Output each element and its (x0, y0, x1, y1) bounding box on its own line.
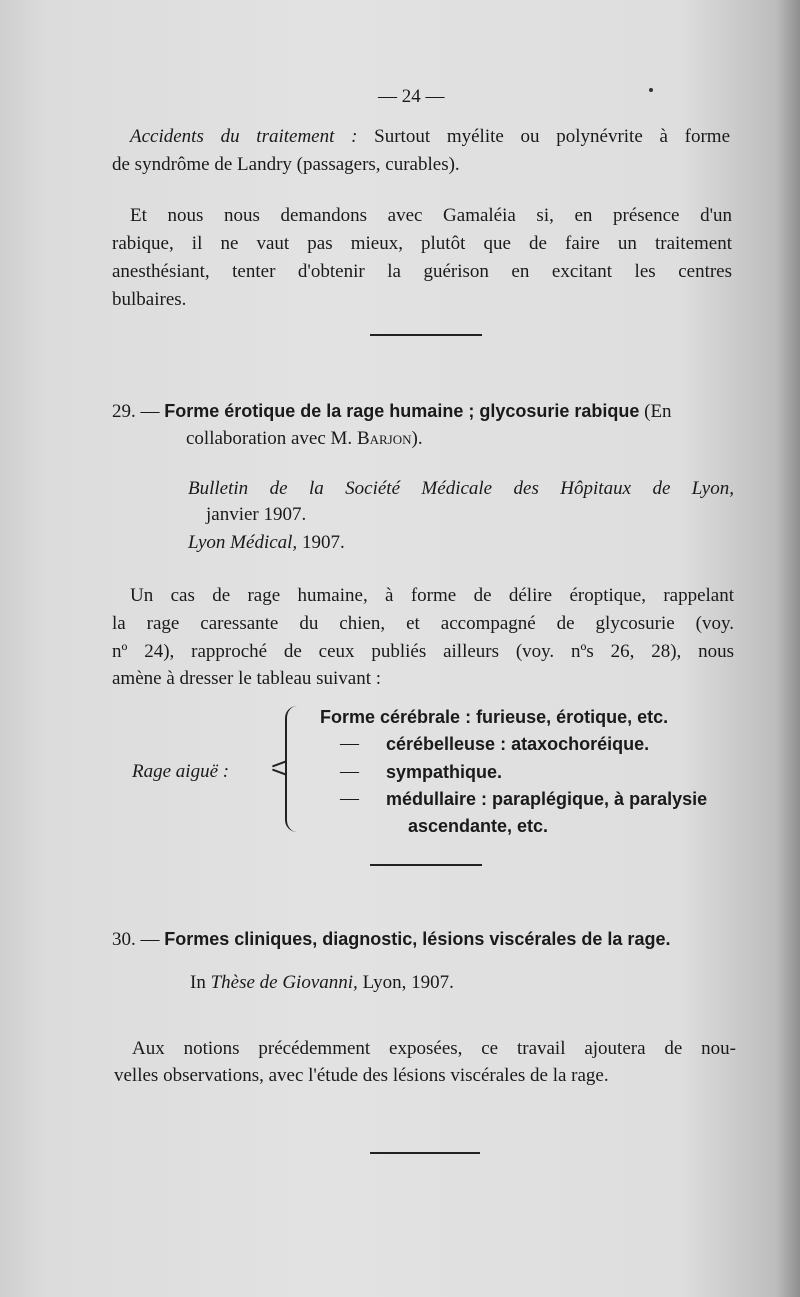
accidents-line-1 (130, 124, 730, 150)
entry-30-ref-suffix: Lyon, 1907. (362, 972, 454, 993)
ink-dot (649, 88, 653, 92)
section-divider-3 (370, 1152, 480, 1154)
table-row-3-dash: — (340, 761, 359, 782)
entry-29-body-2: la rage caressante du chien, et accompagné de glycosurie (voy. (112, 613, 734, 634)
page-number: — 24 — (378, 86, 445, 107)
para1-line-2: rabique, il ne vaut pas mieux, plutôt que de faire un traitement (112, 233, 732, 254)
entry-29-title: Forme érotique de la rage humaine ; glycosurie rabique (164, 401, 640, 421)
entry-30-ref-prefix: In (190, 972, 206, 993)
brace (285, 706, 301, 832)
table-row-1: Forme cérébrale : furieuse, érotique, etc. (320, 707, 669, 727)
collab-prefix: collaboration avec M. (186, 428, 353, 449)
table-row-2: cérébelleuse : ataxochoréique. (386, 734, 650, 754)
section-divider-1 (370, 334, 482, 336)
ref-2-year: 1907. (301, 532, 345, 553)
table-row-2-dash: — (340, 733, 359, 754)
collab-name: Barjon (356, 428, 412, 449)
entry-30-number: 30. — (112, 929, 160, 950)
collab-suffix: ). (411, 428, 423, 449)
entry-30-body-1: Aux notions précédemment exposées, ce travail ajoutera de nou- (132, 1038, 736, 1059)
entry-30-title: Formes cliniques, diagnostic, lésions viscérales de la rage. (164, 929, 671, 949)
brace-tip (272, 761, 286, 768)
ref-2-journal: Lyon Médical, (188, 532, 298, 553)
entry-29-collab (186, 426, 423, 452)
entry-29-body-1: Un cas de rage humaine, à forme de délire éroptique, rappelant (130, 585, 734, 606)
accidents-line-2: de syndrôme de Landry (passagers, curables). (112, 154, 460, 175)
para1-line-3: anesthésiant, tenter d'obtenir la guérison en excitant les centres (112, 261, 732, 282)
accidents-text-1: Surtout myélite ou polynévrite à forme (374, 126, 731, 147)
entry-29-ref-2 (188, 530, 345, 556)
entry-29-number: 29. — (112, 401, 160, 422)
brace-tip-lower (272, 769, 286, 776)
table-row-5: ascendante, etc. (408, 816, 549, 836)
entry-29-body-4: amène à dresser le tableau suivant : (112, 668, 382, 689)
table-row-4-dash: — (340, 788, 359, 809)
entry-29-paren: (En (644, 401, 672, 422)
table-label: Rage aiguë : (132, 761, 230, 782)
entry-30-ref (190, 970, 454, 996)
entry-29-body-3: nº 24), rapproché de ceux publiés ailleurs (voy. nºs 26, 28), nous (112, 641, 734, 662)
table-row-4: médullaire : paraplégique, à paralysie (386, 789, 708, 809)
entry-29-ref-1-cont: janvier 1907. (206, 504, 307, 525)
table-row-3: sympathique. (386, 762, 503, 782)
entry-29-heading (112, 398, 732, 425)
entry-29-ref-1: Bulletin de la Société Médicale des Hôpitaux de Lyon, (188, 478, 734, 499)
entry-30-heading (112, 926, 670, 953)
para1-line-1: Et nous nous demandons avec Gamaléia si, en présence d'un (130, 205, 732, 226)
entry-30-ref-thesis: Thèse de Giovanni, (210, 972, 358, 993)
accidents-label: Accidents du traitement : (130, 126, 358, 147)
para1-line-4: bulbaires. (112, 289, 187, 310)
section-divider-2 (370, 864, 482, 866)
entry-30-body-2: velles observations, avec l'étude des lésions viscérales de la rage. (114, 1065, 609, 1086)
